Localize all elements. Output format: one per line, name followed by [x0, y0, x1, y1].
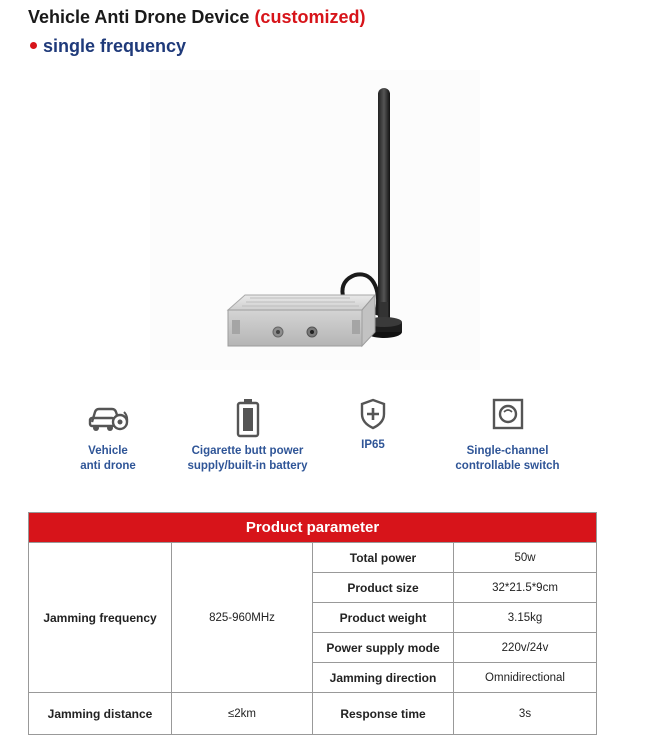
param-value: 3s [454, 693, 597, 735]
feature-label-line1: Cigarette butt power [191, 445, 304, 457]
feature-battery [175, 398, 320, 474]
product-parameter-table [28, 512, 597, 735]
param-key: Jamming direction [313, 663, 454, 693]
car-signal-icon [86, 398, 130, 434]
feature-label-line1: Single-channel [466, 445, 549, 457]
page-title [28, 7, 365, 28]
param-key: Power supply mode [313, 633, 454, 663]
title-accent: (customized) [254, 7, 366, 27]
subtitle-text: single frequency [43, 36, 187, 56]
param-key: Total power [313, 543, 454, 573]
param-key: Jamming distance [29, 693, 172, 735]
param-value: 825-960MHz [172, 543, 313, 693]
table-header: Product parameter [29, 513, 597, 543]
subtitle [30, 36, 186, 57]
switch-icon [492, 398, 524, 430]
param-value: 32*21.5*9cm [454, 573, 597, 603]
param-key: Jamming frequency [29, 543, 172, 693]
feature-label-line1: Vehicle [88, 445, 128, 457]
param-value: 50w [454, 543, 597, 573]
param-value: 220v/24v [454, 633, 597, 663]
table-row [29, 543, 597, 573]
feature-label-line2: anti drone [80, 460, 136, 472]
feature-switch [440, 398, 575, 474]
param-value: 3.15kg [454, 603, 597, 633]
title-main: Vehicle Anti Drone Device [28, 7, 250, 27]
param-value: ≤2km [172, 693, 313, 735]
feature-vehicle [58, 398, 158, 474]
product-image [150, 70, 480, 370]
param-key: Product size [313, 573, 454, 603]
battery-icon [235, 398, 261, 438]
feature-ip65 [328, 398, 418, 453]
bullet-dot-icon [30, 42, 37, 49]
shield-plus-icon [359, 398, 387, 430]
table-row [29, 693, 597, 735]
param-key: Response time [313, 693, 454, 735]
feature-label-line1: IP65 [361, 439, 385, 451]
drone-jammer-device-icon [150, 70, 480, 370]
feature-label-line2: supply/built-in battery [187, 460, 308, 472]
param-key: Product weight [313, 603, 454, 633]
feature-label-line2: controllable switch [455, 460, 560, 472]
param-value: Omnidirectional [454, 663, 597, 693]
